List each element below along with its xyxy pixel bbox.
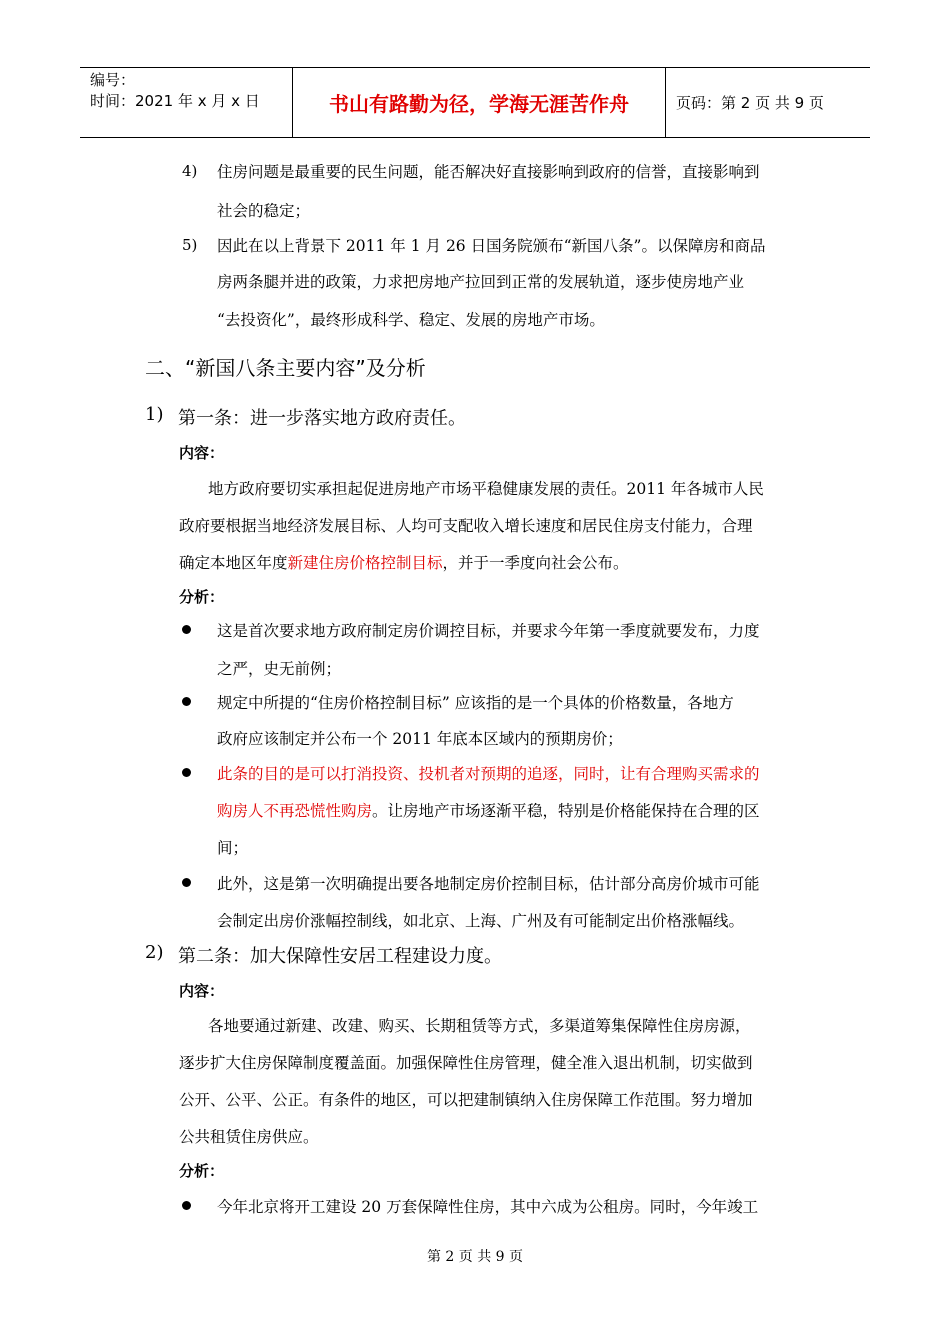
- bullet-icon: [182, 625, 191, 634]
- article-2-number: 2): [145, 942, 164, 963]
- article-1-bullet-3-line-3: 间；: [217, 839, 249, 857]
- article-1-bullet-2-line-2: 政府应该制定并公布一个 2011 年底本区域内的预期房价；: [217, 730, 623, 748]
- bullet-icon: [182, 878, 191, 887]
- article-2-title: 第二条：加大保障性安居工程建设力度。: [178, 946, 502, 967]
- item-4-line-1: 住房问题是最重要的民生问题，能否解决好直接影响到政府的信誉，直接影响到: [217, 163, 760, 181]
- bullet-icon: [182, 697, 191, 706]
- article-1-bullet-3-line-1: 此条的目的是可以打消投资、投机者对预期的追逐，同时，让有合理购买需求的: [217, 765, 760, 783]
- article-2-content-line-3: 公开、公平、公正。有条件的地区，可以把建制镇纳入住房保障工作范围。努力增加: [179, 1091, 753, 1109]
- item-5-line-3: “去投资化”，最终形成科学、稳定、发展的房地产市场。: [217, 311, 605, 329]
- header-meta: [80, 68, 292, 137]
- bullet-icon: [182, 1201, 191, 1210]
- article-1-content-line-3: 确定本地区年度新建住房价格控制目标，并于一季度向社会公布。: [179, 554, 629, 572]
- item-5-line-1: 因此在以上背景下 2011 年 1 月 26 日国务院颁布“新国八条”。以保障房和商品: [217, 237, 766, 255]
- article-1-content-line-2: 政府要根据当地经济发展目标、人均可支配收入增长速度和居民住房支付能力，合理: [179, 517, 753, 535]
- article-1-bullet-4-line-2: 会制定出房价涨幅控制线，如北京、上海、广州及有可能制定出价格涨幅线。: [217, 912, 745, 930]
- article-1-bullet-2-line-1: 规定中所提的“住房价格控制目标” 应该指的是一个具体的价格数量，各地方: [217, 694, 734, 712]
- item-5-line-2: 房两条腿并进的政策，力求把房地产拉回到正常的发展轨道，逐步使房地产业: [217, 273, 745, 291]
- price-control-target-highlight: 新建住房价格控制目标: [287, 554, 443, 572]
- header-motto: 书山有路勤为径，学海无涯苦作舟: [292, 68, 666, 137]
- page-header: [80, 67, 870, 138]
- page-footer: 第 2 页 共 9 页: [426, 1249, 524, 1265]
- article-2-content-label: 内容：: [179, 982, 225, 1000]
- article-1-content-label: 内容：: [179, 444, 225, 462]
- article-2-bullet-1-line-1: 今年北京将开工建设 20 万套保障性住房，其中六成为公租房。同时，今年竣工: [217, 1198, 759, 1216]
- article-1-bullet-1-line-2: 之严，史无前例；: [217, 660, 342, 678]
- article-1-analysis-label: 分析：: [179, 588, 225, 606]
- article-1-content-line-1: 地方政府要切实承担起促进房地产市场平稳健康发展的责任。2011 年各城市人民: [208, 480, 764, 498]
- item-4-number: 4): [182, 162, 198, 180]
- article-1-bullet-1-line-1: 这是首次要求地方政府制定房价调控目标，并要求今年第一季度就要发布，力度: [217, 622, 760, 640]
- article-2-content-line-1: 各地要通过新建、改建、购买、长期租赁等方式，多渠道筹集保障性住房房源，: [208, 1017, 751, 1035]
- header-number-label: 编号：: [90, 71, 136, 89]
- bullet-icon: [182, 768, 191, 777]
- item-4-line-2: 社会的稳定；: [217, 202, 311, 220]
- article-2-analysis-label: 分析：: [179, 1162, 225, 1180]
- article-1-title: 第一条：进一步落实地方政府责任。: [178, 408, 466, 429]
- article-2-content-line-4: 公共租赁住房供应。: [179, 1128, 319, 1146]
- section-2-title: 二、“新国八条主要内容”及分析: [145, 356, 426, 380]
- article-1-bullet-4-line-1: 此外，这是第一次明确提出要各地制定房价控制目标，估计部分高房价城市可能: [217, 875, 760, 893]
- article-2-content-line-2: 逐步扩大住房保障制度覆盖面。加强保障性住房管理，健全准入退出机制，切实做到: [179, 1054, 753, 1072]
- item-5-number: 5): [182, 236, 198, 254]
- header-page-code: 页码：第 2 页 共 9 页: [676, 94, 824, 112]
- article-1-number: 1): [145, 404, 164, 425]
- article-1-bullet-3-line-2: 购房人不再恐慌性购房。让房地产市场逐渐平稳，特别是价格能保持在合理的区: [217, 802, 760, 820]
- header-time-label: 时间：2021 年 x 月 x 日: [90, 92, 260, 110]
